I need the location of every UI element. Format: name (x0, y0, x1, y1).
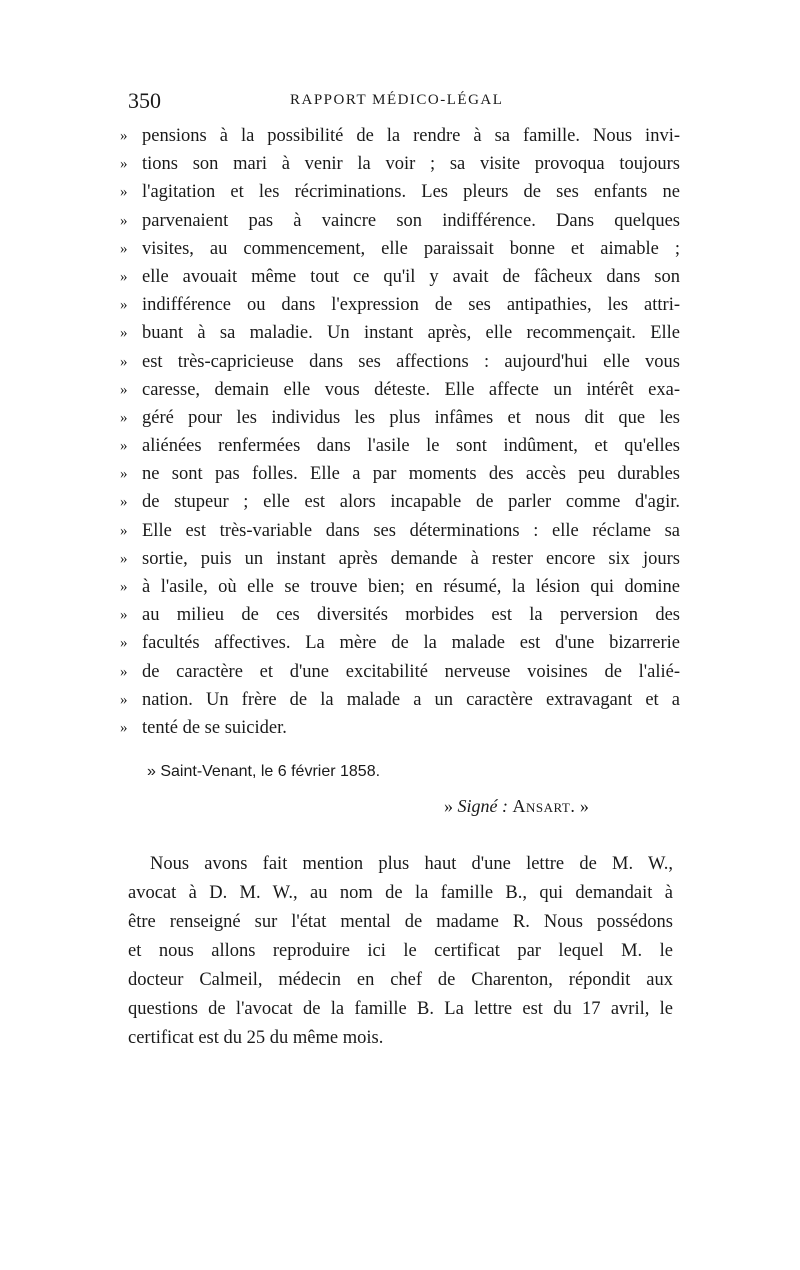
quote-marker: » (120, 240, 128, 257)
quote-line (120, 686, 680, 714)
quote-line-text: caresse, demain elle vous déteste. Elle affecte un intérêt exa- (142, 379, 680, 400)
quote-line (120, 488, 680, 516)
quote-marker: » (120, 607, 128, 624)
quote-marker: » (120, 325, 128, 342)
quote-line (120, 714, 680, 742)
quote-line-text: elle avouait même tout ce qu'il y avait de fâcheux dans son (142, 266, 680, 287)
quote-line-text: facultés affectives. La mère de la malade est d'une bizarrerie (142, 633, 680, 654)
quote-marker: » (120, 156, 128, 173)
quote-marker: » (120, 494, 128, 511)
quote-line-text: est très-capricieuse dans ses affections : aujourd'hui elle vous (142, 351, 680, 372)
quote-marker: » (120, 184, 128, 201)
quote-line-text: indifférence ou dans l'expression de ses antipathies, les attri- (142, 295, 680, 316)
dateline: » Saint-Venant, le 6 février 1858. (147, 763, 381, 780)
quote-line (120, 291, 680, 319)
quote-line-text: de caractère et d'une excitabilité nerveuse voisines de l'alié- (142, 661, 680, 682)
quote-marker: » (120, 212, 128, 229)
quote-line (120, 460, 680, 488)
quote-line-text: au milieu de ces diversités morbides est la perversion des (142, 605, 680, 626)
paragraph-line: avocat à D. M. W., au nom de la famille B., qui demandait à (128, 883, 673, 903)
quote-line (120, 601, 680, 629)
quote-marker: » (120, 550, 128, 567)
quote-line (120, 319, 680, 347)
paragraph-line: docteur Calmeil, médecin en chef de Charenton, répondit aux (128, 970, 673, 990)
quote-marker: » (120, 691, 128, 708)
quote-line-text: ne sont pas folles. Elle a par moments des accès peu durables (142, 464, 680, 485)
quote-line (120, 150, 680, 178)
quote-line-text: buant à sa maladie. Un instant après, elle recommençait. Elle (142, 323, 680, 344)
quote-line (120, 263, 680, 291)
quote-marker: » (120, 409, 128, 426)
quote-line-text: tions son mari à venir la voir ; sa visite provoqua toujours (142, 154, 680, 175)
signature-close-quote: » (575, 796, 589, 816)
paragraph-line: Nous avons fait mention plus haut d'une lettre de M. W., (150, 854, 673, 874)
quote-line-text: à l'asile, où elle se trouve bien; en résumé, la lésion qui domine (142, 577, 680, 597)
quote-line (120, 122, 680, 150)
quote-marker: » (120, 438, 128, 455)
quote-line (120, 545, 680, 573)
quote-line (120, 404, 680, 432)
quote-line-text: parvenaient pas à vaincre son indifférence. Dans quelques (142, 210, 680, 231)
quoted-report (120, 122, 680, 742)
quote-marker: » (120, 297, 128, 314)
quote-line-text: sortie, puis un instant après demande à rester encore six jours (142, 548, 680, 569)
quote-line (120, 178, 680, 206)
quote-line-text: aliénées renfermées dans l'asile le sont indûment, et qu'elles (142, 436, 680, 457)
quote-line (120, 432, 680, 460)
quote-marker: » (120, 635, 128, 652)
running-title: RAPPORT MÉDICO-LÉGAL (290, 92, 504, 108)
quote-marker: » (120, 353, 128, 370)
quote-line (120, 573, 680, 601)
paragraph-line: questions de l'avocat de la famille B. La lettre est du 17 avril, le (128, 999, 673, 1019)
quote-line-text: géré pour les individus les plus infâmes et nous dit que les (142, 407, 680, 428)
signature-open-quote: » (444, 796, 458, 816)
quote-line (120, 517, 680, 545)
quote-line-text: tenté de se suicider. (142, 717, 287, 738)
quote-marker: » (120, 128, 128, 144)
paragraph-line: certificat est du 25 du même mois. (128, 1028, 384, 1048)
signature (444, 796, 589, 817)
signature-signe: Signé : (457, 796, 508, 816)
quote-marker: » (120, 466, 128, 483)
quote-marker: » (120, 268, 128, 285)
quote-line-text: Elle est très-variable dans ses déterminations : elle réclame sa (142, 520, 680, 541)
quote-line-text: visites, au commencement, elle paraissait bonne et aimable ; (142, 238, 680, 259)
quote-line-text: de stupeur ; elle est alors incapable de parler comme d'agir. (142, 492, 680, 513)
quote-marker: » (120, 522, 128, 539)
quote-marker: » (120, 663, 128, 680)
quote-line (120, 348, 680, 376)
quote-marker: » (120, 579, 128, 595)
body-paragraph (128, 850, 673, 1053)
paragraph-line: être renseigné sur l'état mental de madame R. Nous possédons (128, 912, 673, 932)
signature-name: Ansart. (512, 796, 576, 816)
quote-line (120, 629, 680, 657)
quote-marker: » (120, 381, 128, 398)
paragraph-line: et nous allons reproduire ici le certificat par lequel M. le (128, 941, 673, 961)
quote-line-text: nation. Un frère de la malade a un caractère extravagant et a (142, 689, 680, 710)
quote-line-text: l'agitation et les récriminations. Les pleurs de ses enfants ne (142, 182, 680, 203)
quote-line (120, 658, 680, 686)
quote-line (120, 207, 680, 235)
page-number: 350 (128, 88, 161, 113)
page-header (128, 88, 688, 118)
quote-line (120, 235, 680, 263)
quote-marker: » (120, 719, 128, 736)
quote-line (120, 376, 680, 404)
quote-line-text: pensions à la possibilité de la rendre à sa famille. Nous invi- (142, 126, 680, 146)
